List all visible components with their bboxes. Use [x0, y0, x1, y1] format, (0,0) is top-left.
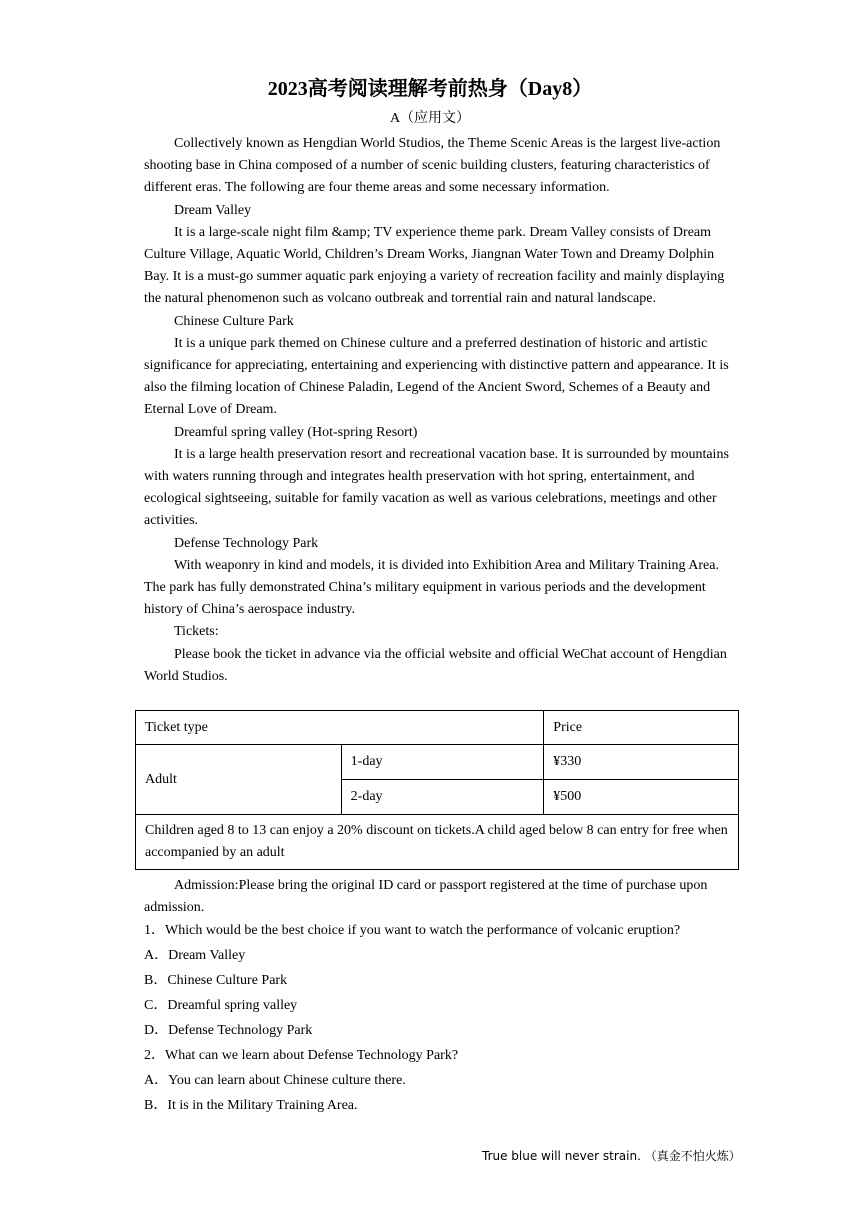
- table-header-row: [136, 711, 739, 745]
- question-1-option-c: C．Dreamful spring valley: [144, 998, 298, 1013]
- discount-note-cell: Children aged 8 to 13 can enjoy a 20% discount on tickets.A child aged below 8 can entry for free when accompanied by an adult: [136, 815, 739, 870]
- tickets-heading: Tickets:: [174, 624, 219, 640]
- question-2-option-a: A．You can learn about Chinese culture there.: [144, 1073, 406, 1088]
- section-heading-dreamful-spring-valley: Dreamful spring valley (Hot-spring Resort): [174, 424, 418, 440]
- question-1-option-d: D．Defense Technology Park: [144, 1023, 313, 1038]
- page-footer: True blue will never strain. （真金不怕火炼）: [482, 1149, 741, 1163]
- question-2-option-b: B．It is in the Military Training Area.: [144, 1098, 358, 1113]
- section-heading-dream-valley: Dream Valley: [174, 202, 252, 218]
- section-heading-chinese-culture-park: Chinese Culture Park: [174, 313, 294, 329]
- question-1-option-b: B．Chinese Culture Park: [144, 973, 288, 988]
- table-note-row: [136, 815, 739, 870]
- tickets-text: Please book the ticket in advance via the official website and official WeChat account of Hengdian World Studios.: [144, 646, 727, 684]
- question-1-stem: 1．Which would be the best choice if you want to watch the performance of volcanic eruption?: [144, 923, 681, 938]
- duration-cell: 1-day: [341, 745, 544, 780]
- page-subtitle: A（应用文）: [389, 111, 471, 126]
- section-text-defense-technology-park: With weaponry in kind and models, it is divided into Exhibition Area and Military Training Area. The park has fully demonstrated China’s military equipment in various periods and the development history of China’s aerospace industry.: [144, 557, 719, 618]
- price-cell: ¥330: [544, 745, 739, 780]
- price-header: Price: [544, 711, 739, 745]
- section-text-dreamful-spring-valley: It is a large health preservation resort and recreational vacation base. It is surrounded by mountains with waters running through and integrates health preservation with hot spring, entertainment, and ecological sightseeing, suitable for family vacation as well as various celebrations, meetings and other activities.: [144, 446, 729, 529]
- intro-paragraph: Collectively known as Hengdian World Studios, the Theme Scenic Areas is the largest live-action shooting base in China composed of a number of scenic building clusters, featuring characteristics of different eras. The following are four theme areas and some necessary information.: [144, 136, 721, 196]
- table-row: [136, 745, 739, 780]
- questions-block: [144, 920, 736, 1120]
- question-2-stem: 2．What can we learn about Defense Technology Park?: [144, 1048, 459, 1063]
- duration-cell: 2-day: [341, 780, 544, 815]
- question-1-option-a: A．Dream Valley: [144, 948, 246, 963]
- ticket-type-header: Ticket type: [136, 711, 544, 745]
- section-heading-defense-technology-park: Defense Technology Park: [174, 535, 319, 551]
- ticket-table: [135, 710, 739, 870]
- section-text-dream-valley: It is a large-scale night film &amp; TV experience theme park. Dream Valley consists of Dream Culture Village, Aquatic World, Children’s Dream Works, Jiangnan Water Town and Dreamy Dolphin Bay. It is a must-go summer aquatic park enjoying a variety of recreation facility and mainly displaying the natural phenomenon such as volcano outbreak and torrential rain and natural landscape.: [144, 224, 725, 307]
- passage-body: [144, 133, 736, 688]
- adult-label-cell: Adult: [136, 745, 342, 815]
- section-text-chinese-culture-park: It is a unique park themed on Chinese culture and a preferred destination of historic and artistic significance for appreciating, entertaining and experiencing with distinctive pattern and appearance. It is also the filming location of Chinese Paladin, Legend of the Ancient Sword, Schemes of a Beauty and Eternal Love of Dream.: [144, 335, 729, 418]
- page-title: 2023高考阅读理解考前热身（Day8）: [267, 78, 593, 100]
- admission-block: [144, 875, 736, 919]
- admission-paragraph: Admission:Please bring the original ID card or passport registered at the time of purchase upon admission.: [144, 878, 708, 916]
- price-cell: ¥500: [544, 780, 739, 815]
